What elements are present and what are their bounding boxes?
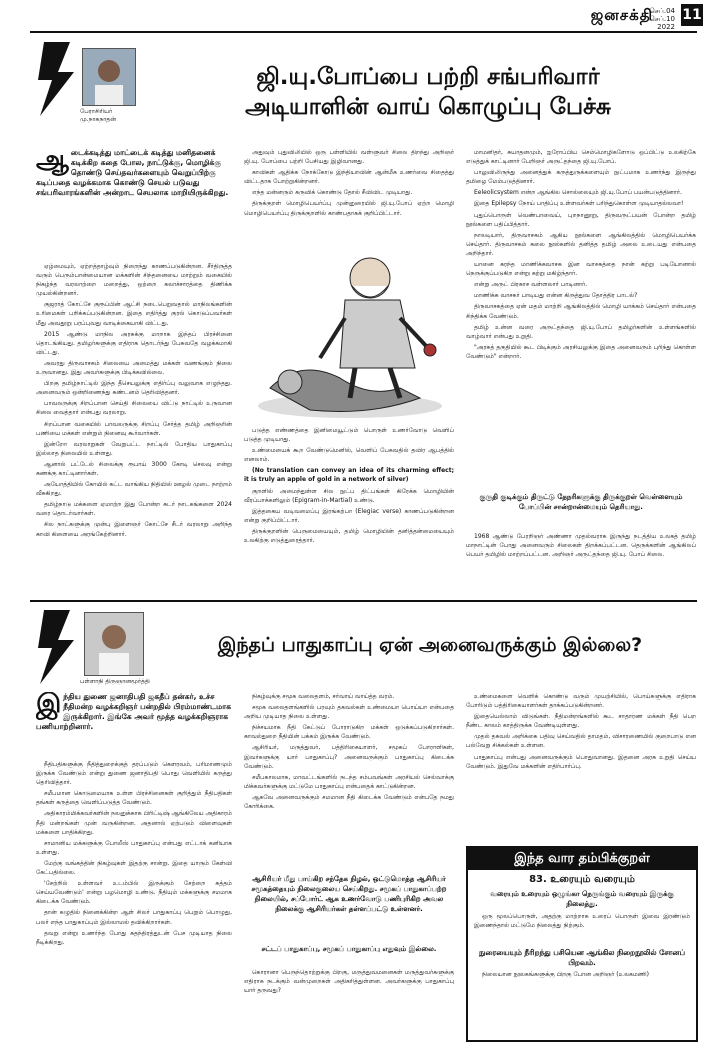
couplet-note: [474, 970, 690, 994]
lead-text: டைக்கடித்து மாட்டைக் கடித்து மனிதனைக் கடிக்கிற கதை போல, நாட்டுக்கு, மொழிக்கு தொண்டு செய்தவர்களையும் வெறுப்பிற்கு கடிப்பதை வழக்கமாக கொண்டு செயல் படுவது சங்பரிவாரங்களின் அன்றாட செயலாக மாறியிருக்கிறது.: [36, 148, 229, 197]
lightning-bolt-icon: [36, 610, 78, 684]
paragraph: காவிகள் ஆதிக்க நோக்கோடு இந்தியாவின் ஆன்மீக உணர்வை சிதைத்து விட்டதாக போற்றுகின்றனர்.: [244, 169, 454, 186]
paragraph: குஜராத் கோட்சே குரூப்பின் ஆட்சி நடைபெறுவதால் மாநிலங்களின் உரிமைகள் பறிக்கப்படுகின்றன. இதை எதிர்த்து குரல் கொடுப்பவர்கள் மீது அவதூறு பரப்புவது வாடிக்கையாகி விட்டது.: [36, 301, 232, 327]
paragraph: பாதுகாப்பு என்பது அனைவருக்கும் பொதுவானது. இதனை அரசு உறுதி செய்ய வேண்டும். இதுவே மக்களின் எதிர்பார்ப்பு.: [466, 753, 696, 770]
paragraph: நிகழ்வுக்கு சமூக வலைதளம், சர்வாய் வாய்த்த வரம்.: [252, 693, 395, 700]
paragraph: திருக்குறளின் பெருமையையும், தமிழ் மொழியின் தனித்தன்மையையும் உலகிற்கு எடுத்துரைத்தார்.: [244, 527, 454, 545]
paragraph: யானை கரந்த மாணிக்கவாசக இன வாசகத்தை நான் கற்று படியோனால் நெருக்குப்படுகிற என்று கற்று மகிழ்ந்தார்.: [466, 261, 696, 278]
paragraph: திருவாசகத்தை ஏன் மதம் மாற்றி ஆங்கிலத்தில் மொழி யாக்கம் செய்தார் என்பதை சிந்திக்க வேண்டும்.: [466, 303, 696, 320]
paragraph: மாணிக்க வாசகர் பாடியது என்ன கிருத்துவ தோத்திர பாடல்?: [474, 292, 638, 300]
article1-column-2-bottom: [244, 426, 454, 588]
paragraph: இத்தகைய வடிவமைப்பு இரங்கற்பா (Elegiac verse) காணப்படுகின்றன என்று குறிப்பிட்டார்.: [244, 507, 454, 524]
article-divider: [30, 600, 697, 602]
paragraph: உண்மையைக் கூற வேண்டுமெனில், வெளிப் பேசுவதில் தவிர ஆபத்தில் எனலாம்.: [244, 447, 454, 464]
paragraph: சமீபமான கொடுமையாக உள்ள பிரச்சினைகள் குறித்தும் நீதிபதிகள் தங்கள் கருத்தை வெளிப்படுத்த வேண்டும்.: [36, 790, 232, 807]
paragraph: ஒரு மூலப்பொருள், அதற்கு மாற்றாக உரைப் பொருள் இவை இரண்டும் இணைந்தால் மட்டுமே நிலைத்து நிற்கும்.: [474, 913, 690, 930]
date-line: 2022: [657, 23, 675, 31]
paragraph: திருக்குறள் மொழிபெயர்ப்பு முன்னுரையில் ஜி.யு.போப் ஏற்ற மொழி மொழிபெயர்ப்பு திருக்குறளில் காண்பதாகக் குறிப்பிட்டார்.: [244, 200, 454, 217]
paragraph: இதையெல்லாம் விடுங்கள். நீதிமன்றங்களில் கூட சாதாரண மக்கள் நீதி பெற நீண்ட காலம் காத்திருக்க வேண்டியுள்ளது.: [466, 713, 696, 730]
couplet-highlight: நுரையையும் நீரிறந்து பசியென ஆங்கில நிறைநூலில் சோனப் பிறவம்.: [479, 948, 685, 967]
paragraph: நீதிபதிகளுக்கு நீதித்துறைக்குத் தரப்படும் கௌரவம், பரிமாணமும் இருக்க வேண்டும் என்று துணை ஜனாதிபதி பொது வெளியில் கருத்து தெரிவித்தார்.: [36, 761, 232, 787]
lead-paragraph: [36, 148, 232, 258]
date-line: செப்.10: [649, 15, 675, 23]
article1-column-1: [36, 262, 232, 586]
article2-column-3: [466, 692, 696, 842]
author-photo: [82, 48, 136, 106]
article2-column-2-end: [244, 968, 454, 1042]
author-photo: [84, 612, 144, 676]
paragraph: பாலுவிலிருந்து அனைத்துக் கருத்துருக்களையும் நுட்பமாக உணர்ந்து இருந்து தமிழை மேம்படுத்தினார்.: [466, 169, 696, 186]
portrait-icon: [85, 613, 143, 675]
pull-quote: குருதி குடிக்கும் திருட்டு தேநரிகளுக்கு திருக்குறள் வெள்ளையும் போப்பின் சான்றான்மையும் தெரியாது.: [479, 493, 683, 511]
paragraph: தமிழ் உன்ன வரை அருட்தந்தை ஜி.யு.போப் தமிழர்களின் உள்ளங்களில் வாழ்வார் என்பது உறுதி.: [466, 323, 696, 340]
couplet-title: உரையும் வரையும்: [550, 874, 635, 885]
couplet-heading: [468, 874, 696, 886]
cartoon-illustration: [250, 238, 450, 424]
paragraph: நாலடியார், திருவாசகம் ஆகிய நூல்களை ஆங்கிலத்தில் மொழிபெயர்க்க செய்தார். திருவாசகம் கலை நூல்களில் தனித்த தமிழ் அலை உடையது என்பதை அறிந்தார்.: [466, 231, 696, 257]
page-title: [158, 62, 698, 122]
paragraph: இன்றோ வரலாறுகள் வேறுபட்ட நாட்டில் போதிய பாதுகாப்பு இல்லாத நிலையில் உள்ளது.: [36, 440, 232, 457]
paragraph: Eeleolicsystem என்ற ஆங்கில சொல்லையும் ஜி.யு.போப் பயன்படுத்தினார்.: [474, 189, 682, 197]
paragraph: தவறு என்று உணர்ந்த போது சுதந்திரத்துடன் பேச முடியாத நிலை நீடிக்கிறது.: [36, 929, 232, 946]
couplet-explanation: [474, 912, 690, 946]
article1-column-3: [466, 148, 696, 488]
paragraph: படுத்த எண்ணத்தை இனிமையூட்டும் பொருள் உணர்வோடு வெளிப் படுத்த முடியாது.: [244, 427, 454, 444]
paragraph: சமூக வலைதளங்களில் பரவும் தகவல்கள் உண்மையா பொய்யா என்பதை அறிய முடியாத நிலை உள்ளது.: [244, 704, 454, 721]
pull-quote: ஆசிரியர் மீது பாய்கிற சந்தேக நிழல், ஒட்டுமொத்த ஆசிரியர் சமூகத்தையும் நிலைகுலைய செய்கிறது. சமூகப் பாதுகாப்பற்ற நிலையில், சப்போர்ட் ஆக உணர்வோடு பணிபுரிகிற அவல நிலைக்கு ஆசிரியர்கள் தள்ளப்பட்டு உள்ளனர்.: [251, 875, 447, 913]
paragraph: 1968 ஆண்டு பேரறிஞர் அண்ணா முதல்வராக இருந்து நடத்திய உலகத் தமிழ் மாநாட்டின் போது அனைவரும் சிலைகள் திறக்கப்பட்டன. தெருக்களின் ஆங்கிலப் பெயர் தமிழில் மாற்றப்பட்டன. அறிஞர் அருட்தந்தை ஜி.யு. போப் சிலை.: [466, 533, 696, 559]
paragraph: நிச்சயமாக நீதி கேட்டுப் போராடுகிற மக்கள் ஒடுக்கப்படுகிறார்கள். காவல்துறை நீதியின் பக்கம் இருக்க வேண்டும்.: [244, 724, 454, 741]
paragraph: தமிழ்நாடு மக்களை ஏமாற்ற இது போன்ற சுடர் நாடகங்களை 2024 வரை தொடர்வார்கள்.: [36, 501, 232, 518]
paragraph: சாமானிய மக்களுக்கு போலீஸ் பாதுகாப்பு என்பது எட்டாக் கனியாக உள்ளது.: [36, 839, 232, 856]
lead-paragraph: [36, 692, 232, 756]
lightning-bolt-icon: [36, 42, 78, 116]
drop-cap: ஆ: [36, 148, 69, 175]
paragraph: அயோத்தியில் கோயில் கட்ட வாங்கிய நிதியில் ஊழல் முடை நாற்றம் வீசுகிறது.: [36, 481, 232, 498]
masthead: ஜனசக்தி: [590, 6, 653, 24]
weekly-couplet-box: [466, 846, 698, 1042]
paragraph: தான் கழுதில் நினைக்கின்ற ஆள் சிலர் பாதுகாப்பு பெறும் பொழுது, பலர் எந்த பாதுகாப்பும் இல்லாமல் தவிக்கிறார்கள்.: [36, 909, 232, 926]
paragraph: சில நாட்களுக்கு முன்பு இளைஞர் கோட்சே சீடர் வரலாறு அறிந்த காவி கிளையை அரங்கேற்றினார்.: [36, 521, 232, 538]
paragraph: மாமனிதர், சுயாதனமும், ஐரோப்பிய செம்மொழிகளோடு ஒப்பிட்டு உலகிற்கே எடுத்துக் காட்டினார் பேறிஞர் அருட்தந்தை ஜி.யு.போப்.: [466, 149, 696, 166]
couplet-text: வரையும் உரையும் ஒழுங்கா நெருங்கும் வரையும் இருக்கு நிலைத்து.: [490, 890, 674, 908]
paragraph: முதல் தகவல் அறிக்கை பதிவு செய்வதில் தாமதம், விசாரணையில் குறைபாடு என பல்வேறு சிக்கல்கள் உள்ளன.: [466, 733, 696, 750]
pull-quote: சட்டப் பாதுகாப்பு, சமூகப் பாதுகாப்பு எதுவும் இல்லை.: [261, 945, 437, 953]
paragraph: ஆகவே அனைவருக்கும் சமமான நீதி கிடைக்க வேண்டும் என்பதே நமது கோரிக்கை.: [244, 793, 454, 811]
paragraph: பிறகு தமிழ்நாட்டில் இந்த தீசெயலுக்கு எதிர்ப்பு வலுவாக எழுந்தது. அனைவரும் ஒன்றிணைந்து கண்டனம் தெரிவித்தனர்.: [36, 380, 232, 397]
paragraph: ஆசிரியர், மருத்துவர், பத்திரிகையாளர், சமூகப் போராளிகள், இவர்களுக்கு யார் பாதுகாப்பு? அனைவருக்கும் பாதுகாப்பு கிடைக்க வேண்டும்.: [244, 744, 454, 770]
paragraph: சிறப்பான வகையில் பாவலருக்கு சிறப்பு சேர்த்த தமிழ் அறிஞரின் பணியை மக்கள் என்றும் நினைவு கூர்வார்கள்.: [36, 420, 232, 437]
lead-text: ந்திய துணை ஜனாதிபதி ஜகதீப் தன்கர், உச்ச நீதிமன்ற வழக்கறிஞர் பன்றதில் பிரம்மாண்டமாக இருக்கிறார். இங்கே அவர் மூத்த வழக்கறிஞராக பணியாற்றினார்.: [36, 692, 232, 731]
article1-column-3-end: [466, 532, 696, 588]
paragraph: 'சேற்றில் உள்ளவர் உடம்பில் இருக்கும் சேற்றை சுத்தம் செய்யவேண்டும்' என்று பழமொழி உண்டு. நீதியும் மக்களுக்கு சமமாக கிடைக்க வேண்டும்.: [36, 880, 232, 906]
paragraph: ஆனால் பட்டேல் சிலைக்கு ரூபாய் 3000 கோடி செலவு என்று கணக்கு காட்டினார்கள்.: [36, 460, 232, 477]
paragraph: என்று அருட் பிரகாச வள்ளலார் பாடினார்.: [474, 281, 588, 289]
article2-column-2: [244, 692, 454, 870]
paragraph: அதிகாரம்மிக்கவர்களின் நலனுக்காக பிரிட்டிஷ் ஆங்கிலேய அதிகாரம் நீதி மன்றங்கள் முன் வருகின்றன. அதனால் ஏற்படும் விளைவுகள் மக்களை பாதிக்கிறது.: [36, 810, 232, 836]
article1-column-2-top: [244, 148, 454, 236]
article2-column-1: [36, 760, 232, 1042]
header-rule: [30, 31, 697, 33]
headline-line: ஜி.யு.போப்பை பற்றி சங்பரிவார்: [256, 64, 600, 90]
portrait-icon: [83, 49, 135, 105]
quote-english: (No translation can convey an idea of its charming effect; it is truly an apple of gold in a network of silver): [244, 467, 454, 484]
author-name: பள்ளாநி திருஞானமூர்த்தி: [80, 678, 150, 685]
paragraph: சமீபகாலமாக, மாவட்டங்களில் நடந்த சம்பவங்கள் அரசியல் செல்வாக்கு மிக்கவர்களுக்கு மட்டுமே பாதுகாப்பு என்பதைக் காட்டுகின்றன.: [244, 773, 454, 790]
paragraph: குறளில் அமைந்துள்ள சில நுட்ப திட்பங்கள் கிரேக்க மொழியின் வீரப்பாக்களிலும் (Epigram-in-Martial) உண்டு.: [244, 487, 454, 504]
couplet-number: 83.: [529, 874, 547, 885]
box-title: இந்த வார தம்பிக்குறள்: [468, 848, 696, 870]
headline-line: அடியாளின் வாய் கொழுப்பு பேச்சு: [245, 94, 611, 120]
paragraph: அதுவும் புதுவிலியில் ஒரு பள்ளியில் வள்ளுவர் சிலை திறந்து அறிஞர் ஜி.யு. போப்பை பற்றி பேசியது இழிவானது.: [244, 149, 454, 166]
paragraph: 2015 ஆண்டு மாநில அரசுக்கு மாறாக இந்தப் பிரச்சினை தொடங்கியது. தமிழர்களுக்கு எதிராக தொடர்ந்து பேசுவதே வழக்கமாகி விட்டது.: [36, 330, 232, 356]
date-line: செப்.04: [649, 7, 675, 15]
issue-date: [649, 7, 675, 31]
page-number: 11: [681, 4, 703, 26]
paragraph: புதுப்பொருள் வெண்பாவைய், புறநானூறு, திருவருட்பயன் போன்ற தமிழ் நூல்களை பதிப்பித்தார்.: [466, 211, 696, 228]
author-name: பேராசிரியர் மு.நாகநாதன்: [80, 108, 117, 123]
paragraph: "அரசுத் தகுதியில் கூட பிடிக்கும் அரசியலுக்கு இதை அனைவரும் புரிந்து கொள்ள வேண்டும்" என்றார்.: [466, 343, 696, 360]
article-headline: இந்தப் பாதுகாப்பு ஏன் அனைவருக்கும் இல்லை?: [217, 634, 643, 656]
paragraph: இதை Epilepsy நோய் பாதிப்பு உள்ளவர்கள் பரிந்துகொள்ள முடியாதல்லவா!: [474, 200, 684, 208]
paragraph: எந்த மன்னரும் கருவிக் கொண்டு தோல் சீவிவிட முடியாது.: [252, 189, 413, 197]
paragraph: உண்மைகளை வெளிக் கொண்டு வரும் முயற்சியில், பொய்களுக்கு எதிராக போரிடும் பத்திரிகையாளர்கள் தாக்கப்படுகின்றனர்.: [466, 693, 696, 710]
paragraph: கொரானா பெருந்தொற்றுக்கு பிறகு, மருத்துவமனைகள் மருத்துவர்களுக்கு எதிராக நடக்கும் வன்முறைகள் அதிகரித்துள்ளன. அவர்களுக்கு பாதுகாப்பு யார் தருவது?: [244, 969, 454, 995]
paragraph: நிலையான நூலகங்களுக்கு பிறகு போன அறிஞர் (உலகமணி): [482, 971, 649, 978]
drop-cap: இ: [36, 692, 62, 719]
paragraph: ஏழ்மையும், ஏற்றத்தாழ்வும் நிறைந்து காணப்படுகின்றன. சீர்திருத்த வரும் பெரும்பான்மையான மக்களின் சிந்தனையை மாற்றும் வகையில் நிகழ்ந்த வரலாற்றை மறைத்து, ஒற்றை கலாச்சாரத்தை திணிக்க முயல்கின்றனர்.: [36, 263, 232, 298]
paragraph: அவரது திருவாசகம் சிலையை அமைத்து மக்கள் வணங்கும் நிலை உருவானது. இது அவர்களுக்கு பிடிக்கவில்லை.: [36, 359, 232, 377]
paragraph: மேற்கு வங்கத்தின் நிகழ்வுகள் இதற்கு சான்று. இதை யாரும் கேள்வி கேட்பதில்லை.: [36, 859, 232, 877]
paragraph: பாவலருக்கு சிறப்பான செய்தி சிலையை விட்டு நாட்டில் உருவான சிலை வைத்தார் என்பது வரலாறு.: [36, 400, 232, 417]
